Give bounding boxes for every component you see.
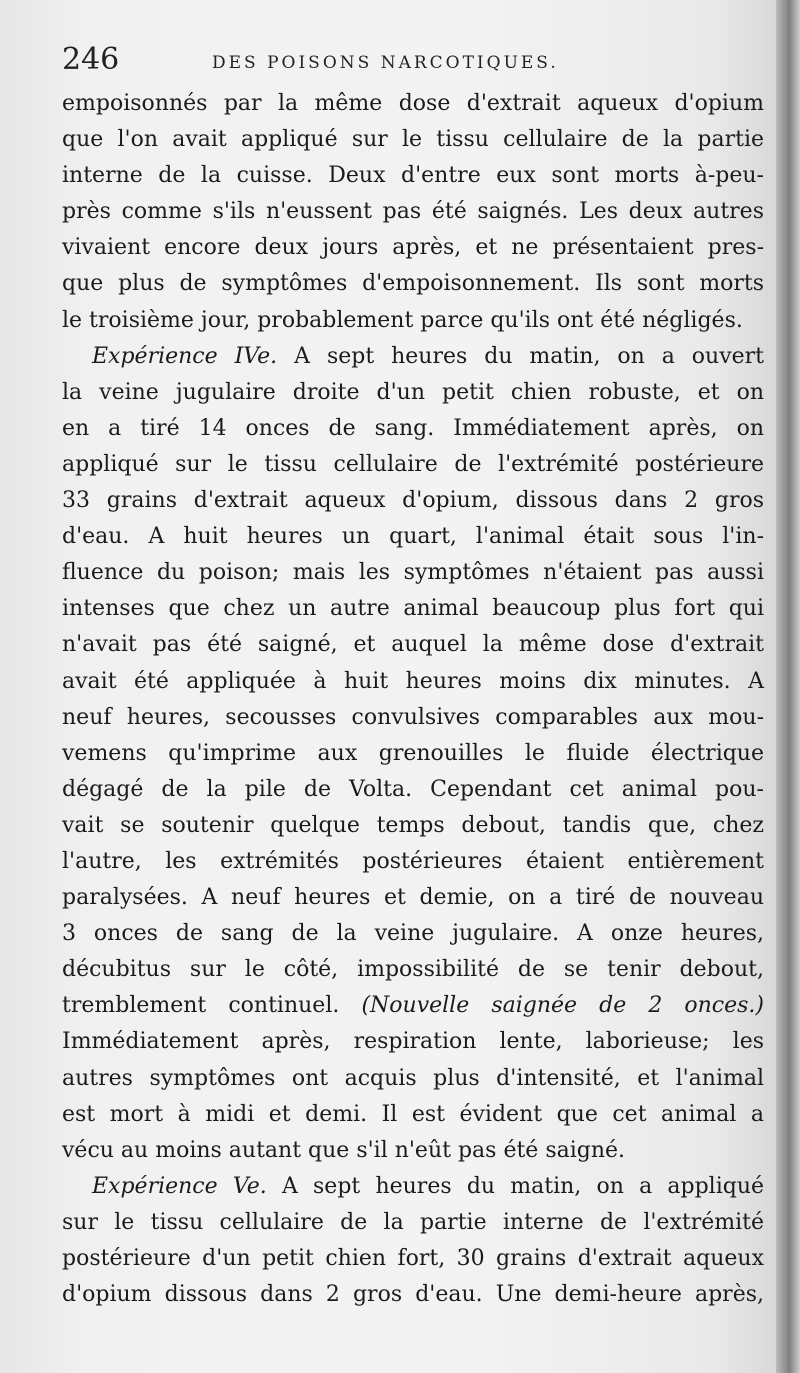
text-line: avait été appliquée à huit heures moins dix minutes. A	[62, 668, 764, 694]
experience-iv-line	[62, 339, 764, 375]
text-line: autres symptômes ont acquis plus d'intensité, et l'animal	[62, 1065, 764, 1091]
text-line: 3 onces de sang de la veine jugulaire. A onze heures,	[62, 921, 764, 947]
bleeding-note-italic: (Nouvelle saignée de 2 onces.)	[361, 993, 765, 1019]
text-line: intenses que chez un autre animal beaucoup plus fort qui	[62, 596, 764, 622]
text-line: dégagé de la pile de Volta. Cependant cet animal pou-	[62, 776, 764, 802]
text-line: interne de la cuisse. Deux d'entre eux sont morts à-peu-	[62, 163, 764, 189]
text-line: d'opium dissous dans 2 gros d'eau. Une demi-heure après,	[62, 1282, 764, 1308]
running-head: DES POISONS NARCOTIQUES.	[212, 53, 559, 73]
text-line: que l'on avait appliqué sur le tissu cellulaire de la partie	[62, 127, 764, 153]
text-line: près comme s'ils n'eussent pas été saignés. Les deux autres	[62, 199, 764, 225]
text-line: vemens qu'imprime aux grenouilles le fluide électrique	[62, 740, 764, 766]
body-text	[62, 86, 764, 1313]
text-line: neuf heures, secousses convulsives comparables aux mou-	[62, 704, 764, 730]
text-line: d'eau. A huit heures un quart, l'animal était sous l'in-	[62, 524, 764, 550]
experience-v-text: A sept heures du matin, on a appliqué	[281, 1173, 765, 1199]
text-line: en a tiré 14 onces de sang. Immédiatement après, on	[62, 415, 764, 441]
page-header	[62, 42, 762, 82]
experience-iv-text: A sept heures du matin, on a ouvert	[294, 343, 765, 369]
text-line: la veine jugulaire droite d'un petit chien robuste, et on	[62, 379, 764, 405]
text-line: vivaient encore deux jours après, et ne présentaient pres-	[62, 235, 764, 261]
text-line: n'avait pas été saigné, et auquel la même dose d'extrait	[62, 632, 764, 658]
text-line: empoisonnés par la même dose d'extrait aqueux d'opium	[62, 91, 764, 116]
text-line: décubitus sur le côté, impossibilité de se tenir debout,	[62, 957, 764, 983]
text-line: 33 grains d'extrait aqueux d'opium, dissous dans 2 gros	[62, 488, 764, 514]
text-line: appliqué sur le tissu cellulaire de l'extrémité postérieure	[62, 451, 764, 477]
text-line: l'autre, les extrémités postérieures étaient entièrement	[62, 848, 764, 874]
text-line: vait se soutenir quelque temps debout, tandis que, chez	[62, 812, 764, 838]
text-line: postérieure d'un petit chien fort, 30 grains d'extrait aqueux	[62, 1246, 764, 1271]
text-line: le troisième jour, probablement parce qu'ils ont été négligés.	[62, 307, 743, 333]
text-line: est mort à midi et demi. Il est évident que cet animal a	[62, 1101, 764, 1127]
page-number: 246	[62, 42, 120, 77]
experience-v-label: Expérience Ve.	[92, 1173, 267, 1199]
text-line: que plus de symptômes d'empoisonnement. Ils sont morts	[62, 271, 764, 297]
experience-iv-label: Expérience IVe.	[92, 343, 278, 369]
text-line: fluence du poison; mais les symptômes n'étaient pas aussi	[62, 560, 764, 586]
text-line: paralysées. A neuf heures et demie, on a tiré de nouveau	[62, 885, 764, 911]
text-line: sur le tissu cellulaire de la partie interne de l'extrémité	[62, 1209, 764, 1235]
bleeding-note-text: tremblement continuel.	[62, 993, 340, 1019]
text-line: Immédiatement après, respiration lente, laborieuse; les	[62, 1029, 764, 1055]
text-line: vécu au moins autant que s'il n'eût pas été saigné.	[62, 1137, 626, 1163]
experience-v-line	[62, 1169, 764, 1205]
page-gutter-shadow	[776, 0, 800, 1373]
bleeding-note-line	[62, 988, 764, 1024]
